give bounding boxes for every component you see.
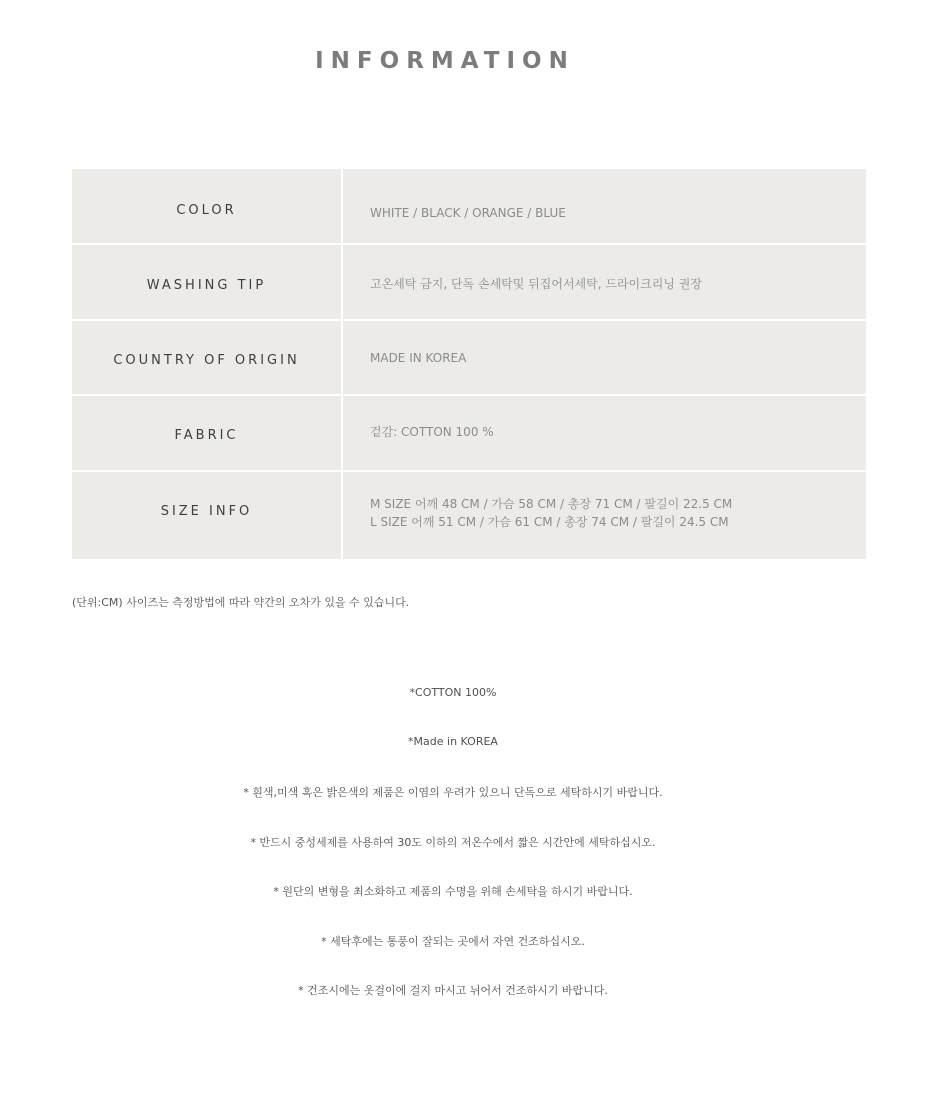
care-note-origin: *Made in KOREA bbox=[408, 735, 498, 748]
row-value-fabric bbox=[370, 423, 494, 441]
value-line: 겉감: COTTON 100 % bbox=[370, 425, 494, 439]
care-note-detergent: * 반드시 중성세제를 사용하여 30도 이하의 저온수에서 짧은 시간안에 세탁하십시오. bbox=[250, 836, 656, 849]
care-note-dry-flat: * 건조시에는 옷걸이에 걸지 마시고 뉘어서 건조하시기 바랍니다. bbox=[298, 984, 608, 997]
care-note-fabric: *COTTON 100% bbox=[409, 686, 497, 699]
table-row-size-info bbox=[72, 472, 866, 559]
row-label-country-of-origin: COUNTRY OF ORIGIN bbox=[113, 353, 300, 368]
row-value-size-info bbox=[370, 495, 732, 531]
row-label-washing-tip: WASHING TIP bbox=[146, 278, 267, 293]
table-row-color bbox=[72, 169, 866, 243]
row-label-size-info: SIZE INFO bbox=[160, 504, 253, 519]
row-value-country-of-origin bbox=[370, 349, 466, 367]
row-value-color bbox=[370, 204, 566, 222]
row-value-washing-tip bbox=[370, 275, 702, 293]
row-label-color: COLOR bbox=[176, 203, 237, 218]
value-line: WHITE / BLACK / ORANGE / BLUE bbox=[370, 206, 566, 220]
table-row-country-of-origin bbox=[72, 321, 866, 394]
care-note-hand-wash: * 원단의 변형을 최소화하고 제품의 수명을 위해 손세탁을 하시기 바랍니다. bbox=[273, 885, 633, 898]
row-label-fabric: FABRIC bbox=[174, 428, 239, 443]
value-line: 고온세탁 금지, 단독 손세탁및 뒤집어서세탁, 드라이크리닝 권장 bbox=[370, 277, 702, 291]
table-row-fabric bbox=[72, 396, 866, 470]
info-table bbox=[72, 169, 866, 559]
size-note: (단위:CM) 사이즈는 측정방법에 따라 약간의 오차가 있을 수 있습니다. bbox=[72, 596, 410, 609]
size-line-l: L SIZE 어깨 51 CM / 가슴 61 CM / 총장 74 CM / 팔길이 24.5 CM bbox=[370, 515, 729, 529]
value-line: MADE IN KOREA bbox=[370, 351, 467, 365]
care-note-dry-ventilated: * 세탁후에는 통풍이 잘되는 곳에서 자연 건조하십시오. bbox=[321, 935, 585, 948]
care-note-separate-wash: * 흰색,미색 혹은 밝은색의 제품은 이염의 우려가 있으니 단독으로 세탁하시기 바랍니다. bbox=[243, 786, 663, 799]
page-title: INFORMATION bbox=[315, 48, 575, 74]
size-line-m: M SIZE 어깨 48 CM / 가슴 58 CM / 총장 71 CM / 팔길이 22.5 CM bbox=[370, 497, 733, 511]
table-row-washing-tip bbox=[72, 245, 866, 319]
